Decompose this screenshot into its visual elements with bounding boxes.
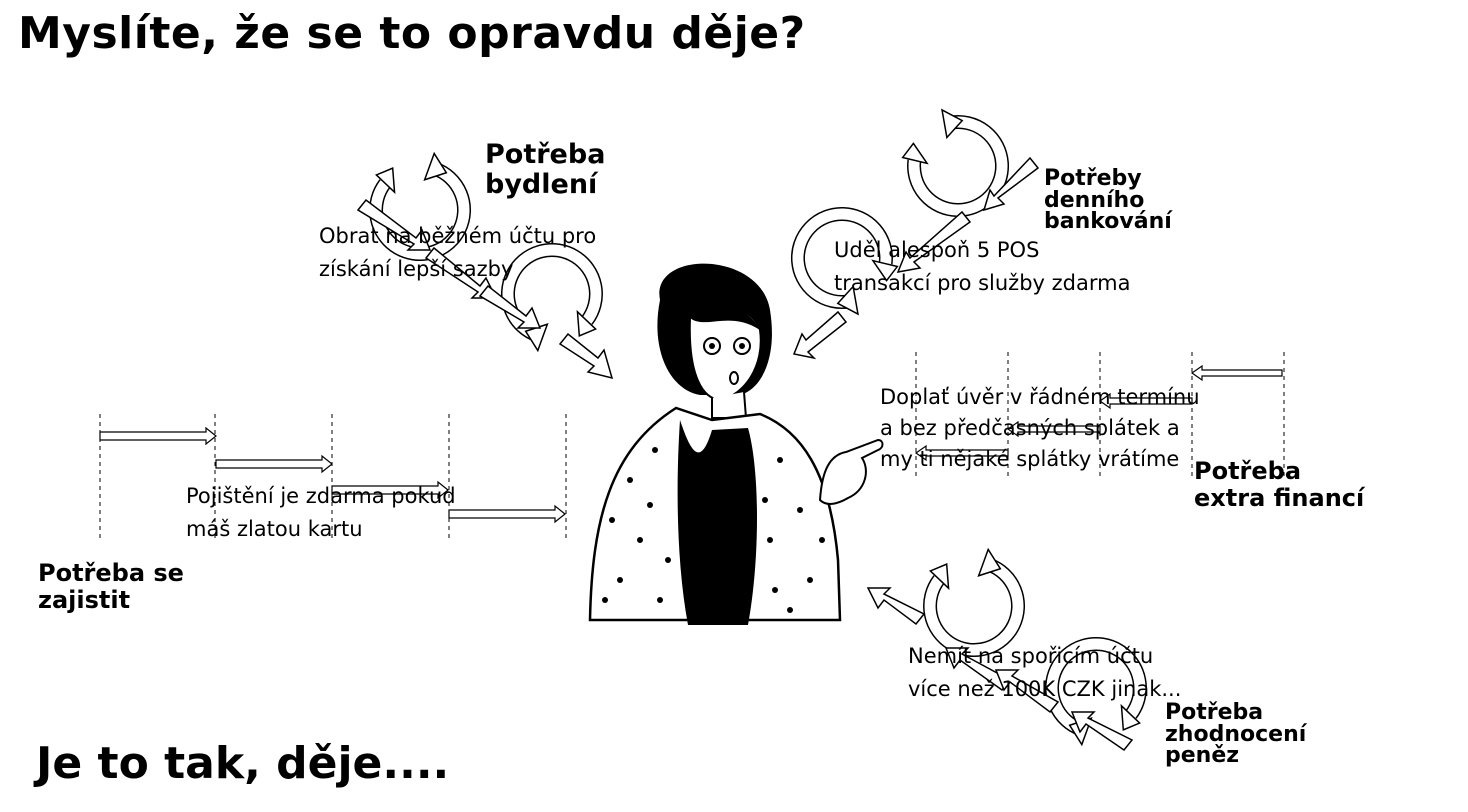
need-banking-title-line2: denního (1044, 187, 1145, 213)
need-housing-desc-line2: získání lepší sazby (319, 256, 514, 281)
need-housing-desc-line1: Obrat na běžném účtu pro (319, 224, 597, 248)
need-finance-title-line1: Potřeba (1194, 457, 1302, 485)
need-insurance-title-line2: zajistit (38, 585, 131, 614)
need-finance-title (1194, 458, 1364, 512)
page-title: Myslíte, že se to opravdu děje? (18, 8, 806, 59)
need-housing-description (319, 220, 596, 285)
need-banking-title-line1: Potřeby (1044, 166, 1142, 191)
need-finance-description (880, 382, 1200, 475)
need-insurance-desc-line1: Pojištění je zdarma pokud (186, 484, 456, 508)
need-banking-desc-line1: Uděl alespoň 5 POS (834, 238, 1040, 262)
need-banking-title (1044, 168, 1172, 233)
need-savings-desc-line2: více než 100K CZK jinak... (908, 676, 1182, 701)
need-banking-desc-line2: transakcí pro služby zdarma (834, 270, 1131, 295)
need-savings-title-line2: zhodnocení (1165, 721, 1307, 747)
need-housing-title-line1: Potřeba (485, 139, 606, 170)
need-finance-desc-line3: my ti nějaké splátky vrátíme (880, 447, 1180, 472)
need-insurance-title (38, 560, 184, 614)
need-housing-title-line2: bydlení (485, 169, 598, 201)
need-insurance-desc-line2: máš zlatou kartu (186, 516, 363, 541)
need-insurance-description (186, 480, 456, 545)
need-housing-title (485, 140, 605, 200)
need-banking-description (834, 234, 1130, 299)
need-insurance-title-line1: Potřeba se (38, 559, 184, 587)
need-savings-desc-line1: Nemít na spořicím účtu (908, 644, 1154, 668)
need-savings-title-line1: Potřeba (1165, 700, 1264, 725)
need-savings-title-line3: peněz (1165, 743, 1240, 769)
need-banking-title-line3: bankování (1044, 209, 1172, 235)
page-subtitle: Je to tak, děje.... (36, 738, 450, 789)
need-savings-title (1165, 702, 1306, 767)
need-finance-desc-line1: Doplať úvěr v řádném termínu (880, 385, 1200, 409)
need-finance-title-line2: extra financí (1194, 483, 1365, 512)
need-finance-desc-line2: a bez předčasných splátek a (880, 416, 1180, 441)
need-savings-description (908, 640, 1181, 705)
